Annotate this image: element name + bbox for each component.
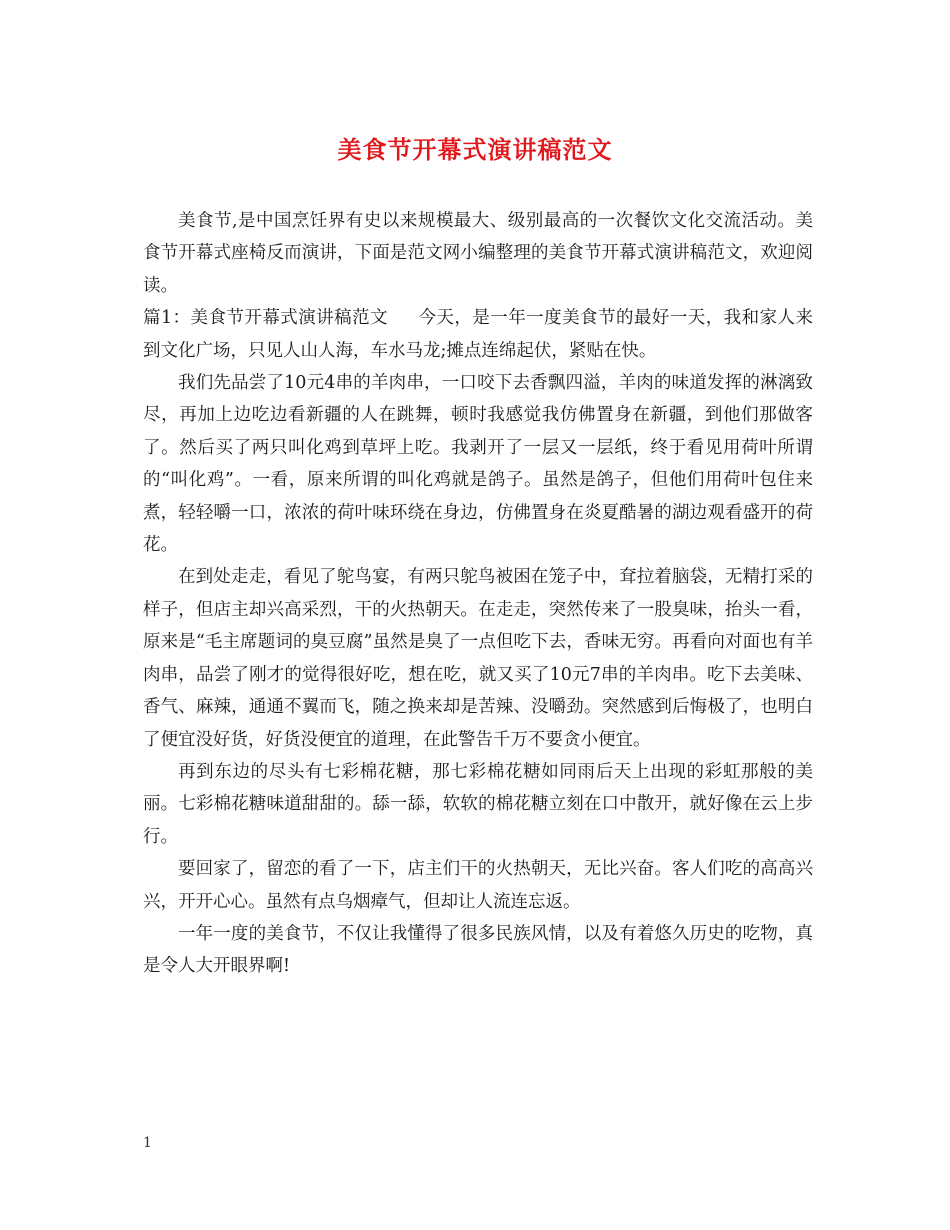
body-paragraph: 要回家了，留恋的看了一下，店主们干的火热朝天，无比兴奋。客人们吃的高高兴兴，开开心心。虽然有点乌烟瘴气，但却让人流连忘返。 xyxy=(143,859,813,912)
section-heading: 篇1：美食节开幕式演讲稿范文 xyxy=(143,308,388,329)
section-text: 今天，是一年一度美食节的最好一天，我和家人来到文化广场，只见人山人海，车水马龙;摊点连绵起伏，紧贴在快。 xyxy=(143,308,813,361)
section-paragraph xyxy=(143,302,813,367)
document-title: 美食节开幕式演讲稿范文 xyxy=(337,135,613,164)
body-paragraph: 我们先品尝了10元4串的羊肉串，一口咬下去香飘四溢，羊肉的味道发挥的淋漓致尽，再加上边吃边看新疆的人在跳舞，顿时我感觉我仿佛置身在新疆，到他们那做客了。然后买了两只叫化鸡到草坪上吃。我剥开了一层又一层纸，终于看见用荷叶所谓的“叫化鸡”。一看，原来所谓的叫化鸡就是鸽子。虽然是鸽子，但他们用荷叶包住来煮，轻轻嚼一口，浓浓的荷叶味环绕在身边，仿佛置身在炎夏酷暑的湖边观看盛开的荷花。 xyxy=(143,373,813,556)
document-body xyxy=(143,205,813,983)
body-paragraph: 在到处走走，看见了鸵鸟宴，有两只鸵鸟被困在笼子中，耷拉着脑袋，无精打采的样子，但店主却兴高采烈，干的火热朝天。在走走，突然传来了一股臭味，抬头一看，原来是“毛主席题词的臭豆腐”虽然是臭了一点但吃下去，香味无穷。再看向对面也有羊肉串，品尝了刚才的觉得很好吃，想在吃，就又买了10元7串的羊肉串。吃下去美味、香气、麻辣，通通不翼而飞，随之换来却是苦辣、没嚼劲。突然感到后悔极了，也明白了便宜没好货，好货没便宜的道理，在此警告千万不要贪小便宜。 xyxy=(143,567,813,750)
body-paragraph: 一年一度的美食节，不仅让我懂得了很多民族风情，以及有着悠久历史的吃物，真是令人大开眼界啊! xyxy=(143,923,813,977)
intro-paragraph: 美食节,是中国烹饪界有史以来规模最大、级别最高的一次餐饮文化交流活动。美食节开幕式座椅反而演讲，下面是范文网小编整理的美食节开幕式演讲稿范文，欢迎阅读。 xyxy=(143,211,813,296)
page-number: 1 xyxy=(143,1135,152,1151)
body-paragraph: 再到东边的尽头有七彩棉花糖，那七彩棉花糖如同雨后天上出现的彩虹那般的美丽。七彩棉花糖味道甜甜的。舔一舔，软软的棉花糖立刻在口中散开，就好像在云上步行。 xyxy=(143,761,813,847)
